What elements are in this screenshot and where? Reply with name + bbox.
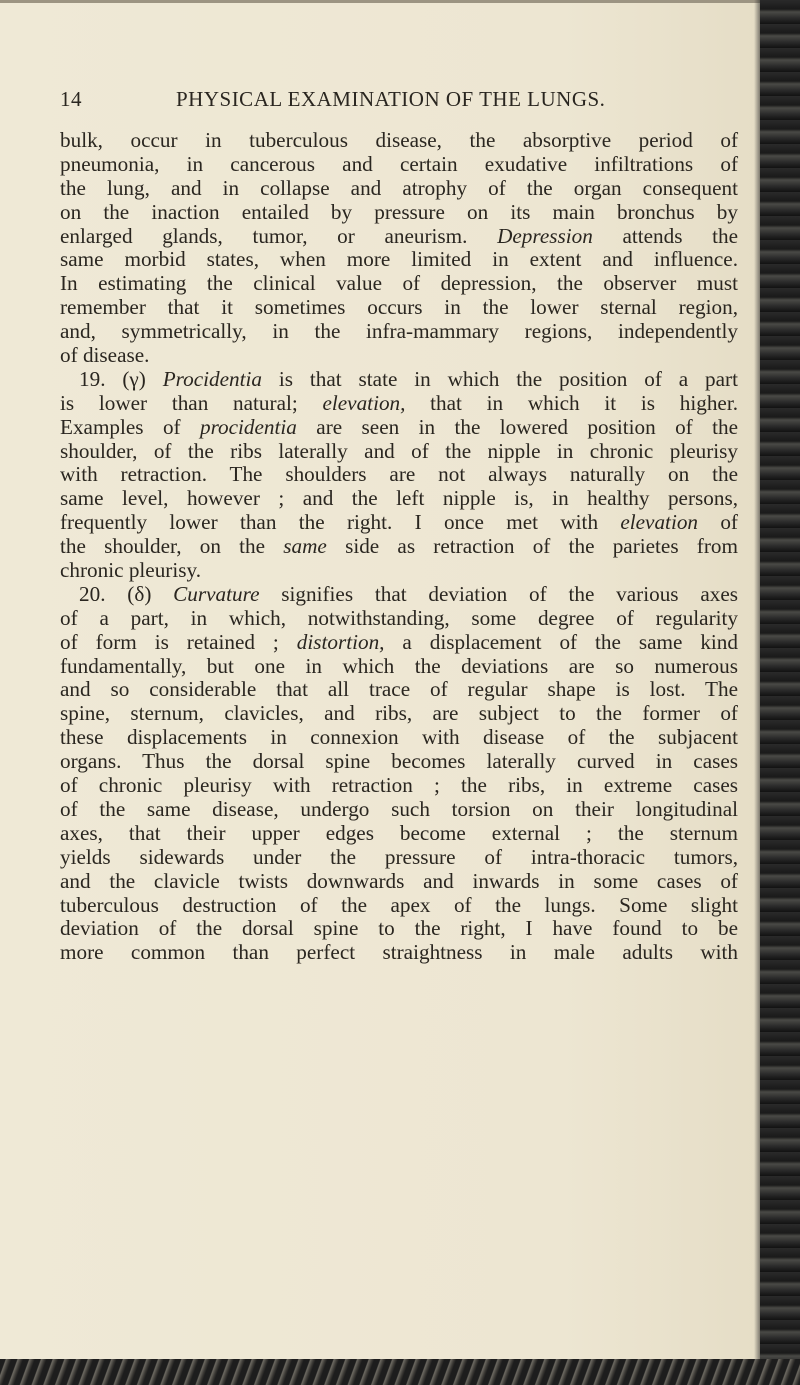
text-run: pneumonia, in cancerous and certain exudative infiltrations of (60, 151, 738, 176)
text-run: the lung, and in collapse and atrophy of the organ consequent (60, 175, 738, 200)
text-run: and, symmetrically, in the infra-mammary regions, independently (60, 319, 738, 344)
page-bottom-edge (0, 1359, 800, 1385)
text-run: axes, that their upper edges become external ; the sternum (60, 820, 738, 845)
text-run: spine, sternum, clavicles, and ribs, are subject to the former of (60, 701, 738, 726)
text-line (60, 201, 738, 225)
text-run: tuberculous destruction of the apex of the lungs. Some slight (60, 892, 738, 917)
text-run: a displacement of the same kind (384, 629, 738, 654)
text-run: more common than perfect straightness in male adults with (60, 940, 738, 965)
text-line (60, 272, 738, 296)
italic-term: Procidentia (162, 366, 262, 391)
text-run: of form is retained ; (60, 629, 297, 654)
text-line (60, 941, 738, 965)
text-line (60, 607, 738, 631)
text-run: of disease. (60, 343, 150, 368)
text-run: deviation of the dorsal spine to the right, I have found to be (60, 916, 738, 941)
text-run: remember that it sometimes occurs in the lower sternal region, (60, 295, 738, 320)
text-run: with retraction. The shoulders are not always naturally on the (60, 462, 738, 487)
text-run: these displacements in connexion with disease of the subjacent (60, 725, 738, 750)
text-line (60, 894, 738, 918)
text-line (60, 463, 738, 487)
text-line (60, 153, 738, 177)
text-line (60, 368, 738, 392)
italic-term: Depression (497, 223, 593, 248)
body-text (60, 129, 738, 965)
text-run: same level, however ; and the left nipple is, in healthy persons, (60, 486, 738, 511)
text-run: and the clavicle twists downwards and inwards in some cases of (60, 868, 738, 893)
text-run: is that state in which the position of a part (261, 366, 738, 391)
text-line (60, 774, 738, 798)
running-title: PHYSICAL EXAMINATION OF THE LUNGS. (176, 87, 606, 111)
text-line (60, 487, 738, 511)
text-run: is lower than natural; (60, 390, 323, 415)
text-line (60, 440, 738, 464)
text-run: fundamentally, but one in which the deviations are so numerous (60, 653, 738, 678)
italic-term: Curvature (173, 581, 260, 606)
text-run: attends the (592, 223, 738, 248)
text-run: Examples of (60, 414, 200, 439)
text-run: of chronic pleurisy with retraction ; the ribs, in extreme cases (60, 773, 738, 798)
text-line (60, 631, 738, 655)
text-line (60, 726, 738, 750)
text-line (60, 583, 738, 607)
text-line (60, 655, 738, 679)
text-line (60, 177, 738, 201)
text-run: shoulder, of the ribs laterally and of the nipple in chronic pleurisy (60, 438, 738, 463)
text-run: signifies that deviation of the various axes (259, 581, 738, 606)
text-line (60, 320, 738, 344)
italic-term: distortion, (296, 629, 385, 654)
text-line (60, 702, 738, 726)
text-line (60, 392, 738, 416)
text-line (60, 846, 738, 870)
text-run: 19. (γ) (79, 366, 163, 391)
italic-term: same (283, 534, 327, 559)
text-line (60, 511, 738, 535)
text-run: of the same disease, undergo such torsion on their longitudinal (60, 796, 738, 821)
text-line (60, 535, 738, 559)
page-number: 14 (60, 87, 82, 111)
text-line (60, 750, 738, 774)
text-line (60, 129, 738, 153)
page-top-shadow (0, 0, 780, 3)
text-run: bulk, occur in tuberculous disease, the absorptive period of (60, 128, 738, 152)
text-line (60, 917, 738, 941)
text-line (60, 416, 738, 440)
italic-term: elevation (620, 510, 699, 535)
text-line (60, 870, 738, 894)
text-line (60, 559, 738, 583)
text-run: side as retraction of the parietes from (326, 534, 738, 559)
text-run: on the inaction entailed by pressure on its main bronchus by (60, 199, 738, 224)
text-line (60, 296, 738, 320)
text-run: same morbid states, when more limited in extent and influence. (60, 247, 738, 272)
text-line (60, 248, 738, 272)
text-line (60, 225, 738, 249)
text-run: the shoulder, on the (60, 534, 284, 559)
text-run: of a part, in which, notwithstanding, some degree of regularity (60, 605, 738, 630)
text-line (60, 798, 738, 822)
text-run: of (698, 510, 738, 535)
text-run: enlarged glands, tumor, or aneurism. (60, 223, 498, 248)
text-run: are seen in the lowered position of the (296, 414, 738, 439)
text-run: that in which it is higher. (405, 390, 738, 415)
book-binding-edge (760, 0, 800, 1385)
italic-term: elevation, (322, 390, 406, 415)
text-run: chronic pleurisy. (60, 558, 202, 583)
text-run: 20. (δ) (79, 581, 174, 606)
text-line (60, 678, 738, 702)
text-line (60, 822, 738, 846)
text-line (60, 344, 738, 368)
text-run: frequently lower than the right. I once met with (60, 510, 621, 535)
text-run: yields sidewards under the pressure of intra-thoracic tumors, (60, 844, 738, 869)
text-run: In estimating the clinical value of depression, the observer must (60, 271, 738, 296)
text-run: and so considerable that all trace of regular shape is lost. The (60, 677, 738, 702)
italic-term: procidentia (200, 414, 297, 439)
text-run: organs. Thus the dorsal spine becomes laterally curved in cases (60, 749, 738, 774)
